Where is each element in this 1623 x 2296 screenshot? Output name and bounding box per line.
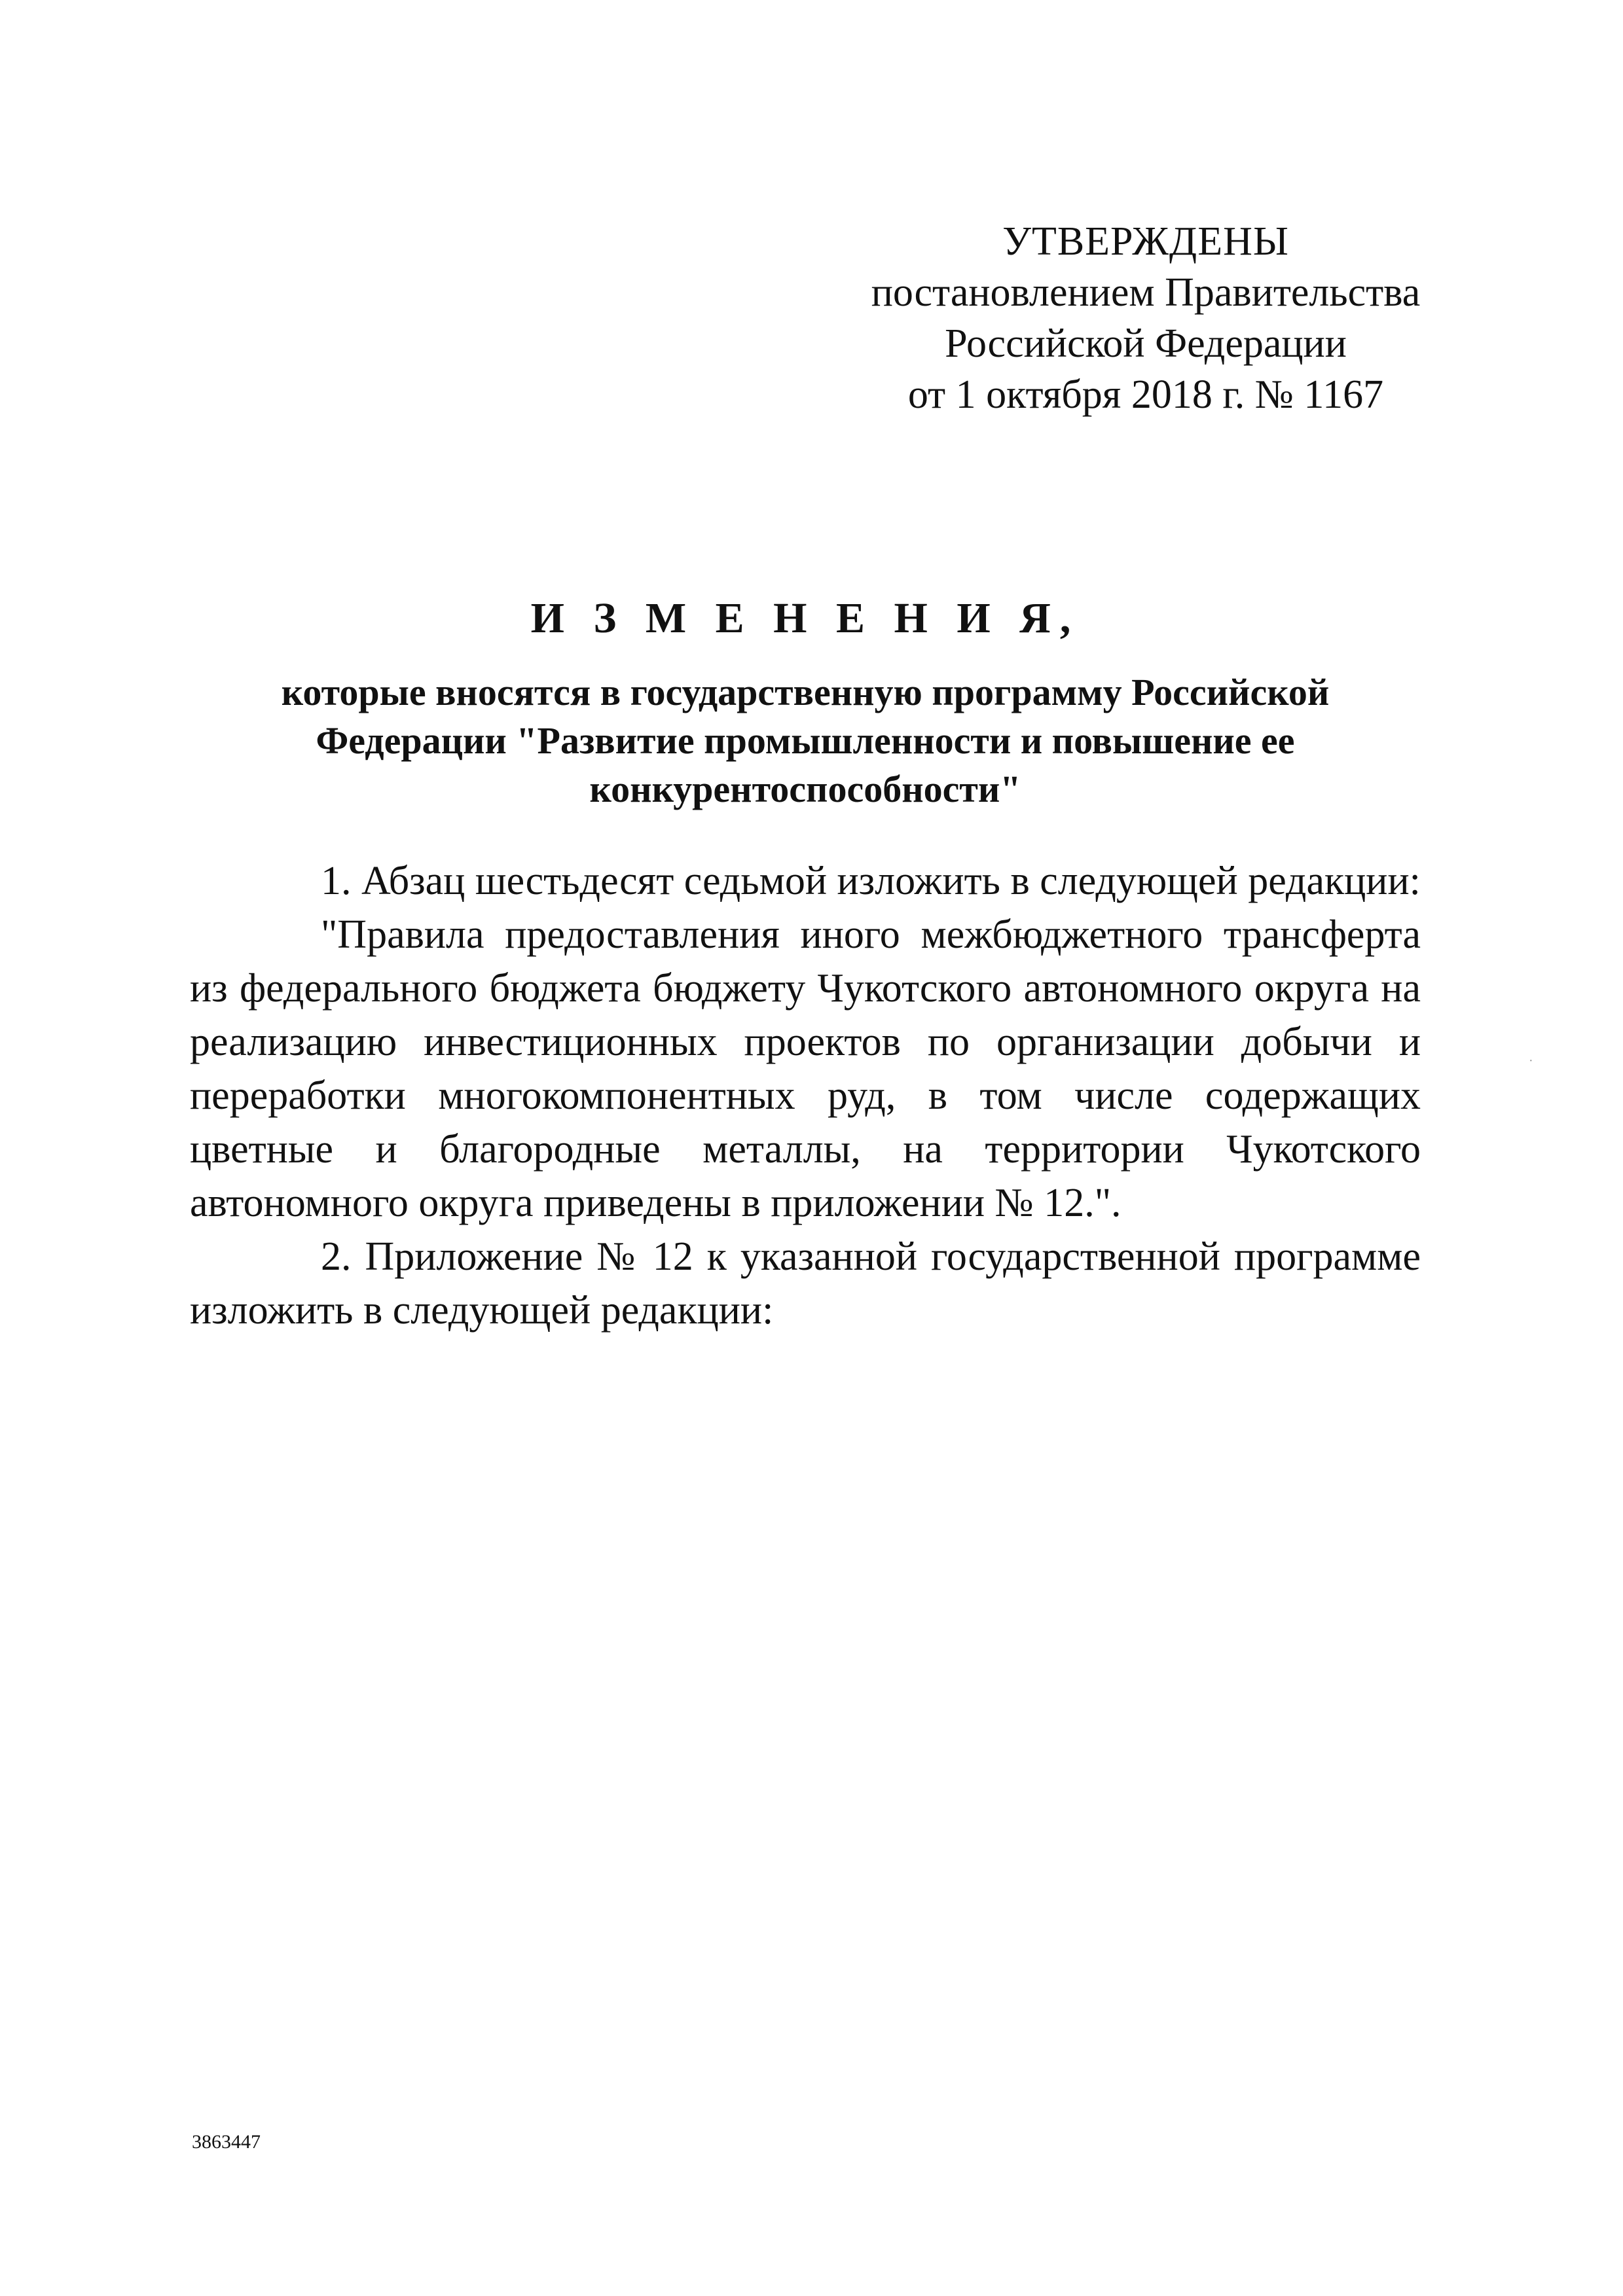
document-code: 3863447 (192, 2131, 261, 2153)
title-subheading (183, 668, 1427, 814)
approval-heading: УТВЕРЖДЕНЫ (1002, 219, 1289, 264)
margin-mark: · (1529, 1054, 1533, 1068)
approval-line-2: Российской Федерации (945, 321, 1347, 366)
approval-line-3: от 1 октября 2018 г. № 1167 (907, 372, 1384, 417)
subheading-line-2: Федерации "Развитие промышленности и повышение ее (316, 719, 1295, 762)
subheading-line-1: которые вносятся в государственную программу Российской (281, 671, 1330, 713)
approval-block (851, 216, 1440, 420)
paragraph-item-1: 1. Абзац шестьдесят седьмой изложить в следующей редакции: (321, 859, 1421, 903)
subheading-line-3: конкурентоспособности" (589, 768, 1021, 810)
approval-line-1: постановлением Правительства (871, 270, 1421, 315)
paragraph-item-2: 2. Приложение № 12 к указанной государственной программе изложить в следующей редакции: (190, 1234, 1421, 1333)
paragraph-item-1-quote: "Правила предоставления иного межбюджетного трансферта из федерального бюджета бюджету Чукотского автономного округа на реализацию инвестиционных проектов по организации добычи и переработки многокомпонентных руд, в том числе содержащих цветные и благородные металлы, на территории Чукотского автономного округа приведены в приложении № 12.". (190, 912, 1421, 1225)
title-heading: И З М Е Н Е Н И Я, (530, 594, 1080, 642)
document-title (183, 586, 1427, 814)
document-body (190, 854, 1421, 1337)
